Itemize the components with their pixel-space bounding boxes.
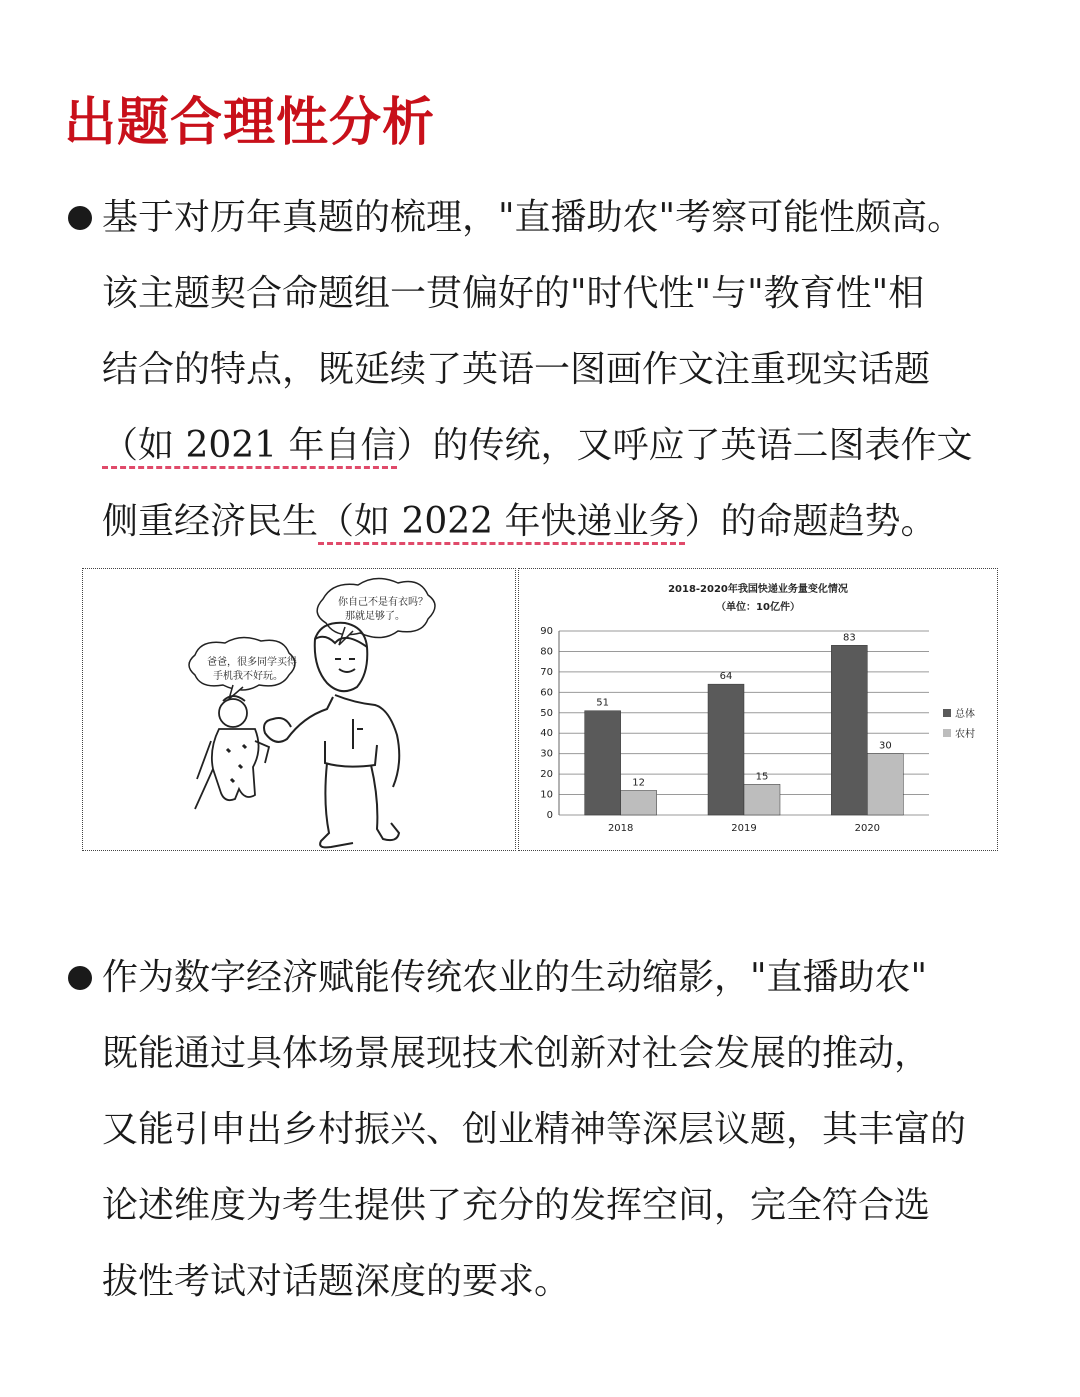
data-label: 30	[878, 740, 892, 752]
legend-label: 农村	[955, 729, 975, 740]
paragraph-line: 结合的特点，既延续了英语一图画作文注重现实话题	[102, 349, 931, 390]
paragraph-text: 侧重经济民生	[102, 501, 319, 542]
data-label: 64	[719, 671, 733, 683]
paragraph-line: 拔性考试对话题深度的要求。	[102, 1261, 571, 1302]
y-tick-label: 0	[546, 810, 553, 821]
x-tick-label: 2018	[607, 823, 634, 834]
data-label: 83	[842, 632, 856, 644]
bar-总体-2018	[585, 711, 621, 815]
paragraph-text: ）的命题趋势。	[684, 501, 937, 542]
child-speech-line: 手机我不好玩。	[213, 671, 283, 682]
bullet-dot	[68, 966, 92, 990]
underlined-reference: （如 2022 年快递业务	[318, 501, 685, 545]
cartoon-illustration	[83, 569, 515, 850]
x-tick-label: 2019	[731, 823, 757, 834]
chart-title: 2018-2020年我国快递业务量变化情况	[668, 584, 848, 595]
data-label: 51	[596, 697, 610, 709]
chart-subtitle: （单位：10亿件）	[716, 602, 800, 613]
legend-swatch	[943, 729, 951, 737]
paragraph-text: ）的传统，又呼应了英语二图表作文	[396, 425, 973, 466]
child-speech-line: 爸爸，很多同学买得	[207, 657, 297, 668]
y-tick-label: 70	[540, 666, 553, 678]
data-label: 12	[632, 777, 646, 789]
y-tick-label: 40	[540, 728, 553, 740]
y-tick-label: 90	[540, 626, 553, 637]
bar-总体-2019	[708, 684, 744, 815]
paragraph-line: 又能引申出乡村振兴、创业精神等深层议题，其丰富的	[102, 1109, 967, 1150]
bar-chart-panel	[518, 568, 998, 851]
paragraph-line	[102, 408, 973, 484]
bar-农村-2020	[867, 754, 903, 815]
page-title: 出题合理性分析	[64, 93, 436, 153]
legend-label: 总体	[955, 709, 975, 720]
paragraph-line: 该主题契合命题组一贯偏好的"时代性"与"教育性"相	[102, 273, 925, 314]
bar-农村-2019	[744, 784, 780, 815]
y-tick-label: 60	[540, 687, 553, 699]
data-label: 15	[755, 771, 769, 783]
x-tick-label: 2020	[854, 823, 881, 834]
y-tick-label: 80	[540, 646, 553, 658]
y-tick-label: 30	[540, 748, 553, 760]
legend-swatch	[943, 709, 951, 717]
paragraph-line: 既能通过具体场景展现技术创新对社会发展的推动，	[102, 1033, 931, 1074]
dad-speech-line: 你自己不是有衣吗？	[338, 597, 428, 608]
underlined-reference: （如 2021 年自信	[102, 425, 397, 469]
bar-农村-2018	[621, 790, 657, 815]
bar-总体-2020	[831, 645, 867, 815]
cartoon-panel	[82, 568, 516, 851]
exam-figures	[82, 568, 998, 851]
bullet-dot	[68, 206, 92, 230]
paragraph-line: 论述维度为考生提供了充分的发挥空间，完全符合选	[102, 1185, 931, 1226]
paragraph-line: 作为数字经济赋能传统农业的生动缩影，"直播助农"	[102, 957, 928, 998]
paragraph-line	[102, 484, 937, 560]
y-tick-label: 10	[540, 789, 553, 801]
y-tick-label: 20	[540, 769, 553, 781]
y-tick-label: 50	[540, 707, 553, 719]
dad-speech-line: 那就足够了。	[345, 611, 405, 622]
paragraph-line: 基于对历年真题的梳理，"直播助农"考察可能性颇高。	[102, 197, 964, 238]
child-figure	[195, 696, 269, 809]
express-delivery-bar-chart	[519, 569, 997, 850]
